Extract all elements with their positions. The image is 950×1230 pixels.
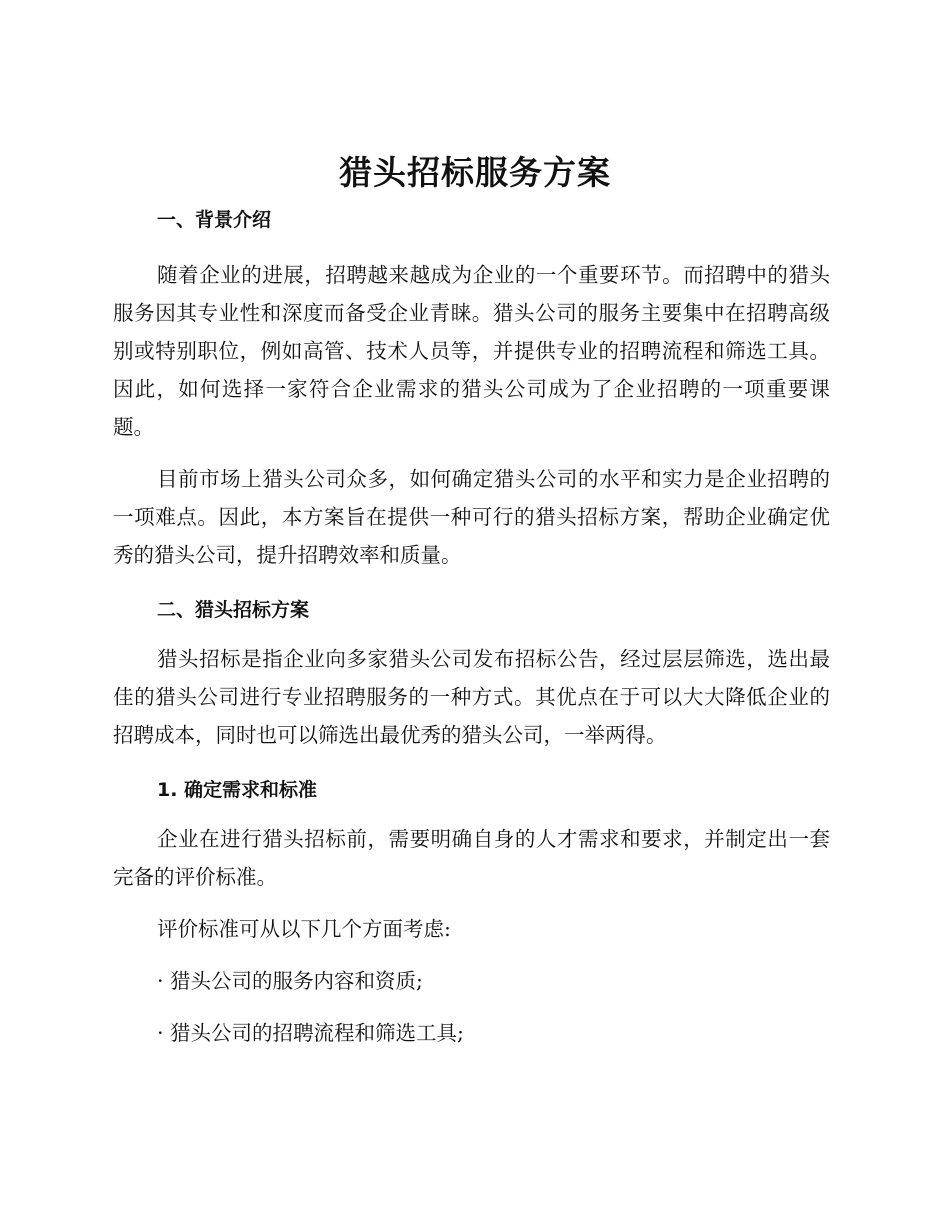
- paragraph-bidding-plan-1: 猎头招标是指企业向多家猎头公司发布招标公告，经过层层筛选，选出最佳的猎头公司进行专业招聘服务的一种方式。其优点在于可以大大降低企业的招聘成本，同时也可以筛选出最优秀的猎头公司，一举两得。: [113, 647, 830, 747]
- section-heading-background: 一、背景介绍: [157, 209, 272, 231]
- paragraph-background-2: 目前市场上猎头公司众多，如何确定猎头公司的水平和实力是企业招聘的一项难点。因此，本方案旨在提供一种可行的猎头招标方案，帮助企业确定优秀的猎头公司，提升招聘效率和质量。: [113, 467, 830, 567]
- document-body: [113, 198, 830, 1052]
- paragraph-background-1: 随着企业的进展，招聘越来越成为企业的一个重要环节。而招聘中的猎头服务因其专业性和深度而备受企业青睐。猎头公司的服务主要集中在招聘高级别或特别职位，例如高管、技术人员等，并提供专业的招聘流程和筛选工具。因此，如何选择一家符合企业需求的猎头公司成为了企业招聘的一项重要课题。: [113, 263, 830, 439]
- paragraph-requirements-1: 企业在进行猎头招标前，需要明确自身的人才需求和要求，并制定出一套完备的评价标准。: [113, 827, 830, 889]
- paragraph-requirements-2: 评价标准可从以下几个方面考虑:: [157, 917, 451, 941]
- document-title: 猎头招标服务方案: [339, 153, 611, 192]
- subsection-heading-requirements: 1. 确定需求和标准: [157, 779, 318, 801]
- list-item-recruiting-process: · 猎头公司的招聘流程和筛选工具;: [157, 1021, 464, 1045]
- section-heading-bidding-plan: 二、猎头招标方案: [157, 599, 310, 621]
- list-item-service-content: · 猎头公司的服务内容和资质;: [157, 969, 423, 993]
